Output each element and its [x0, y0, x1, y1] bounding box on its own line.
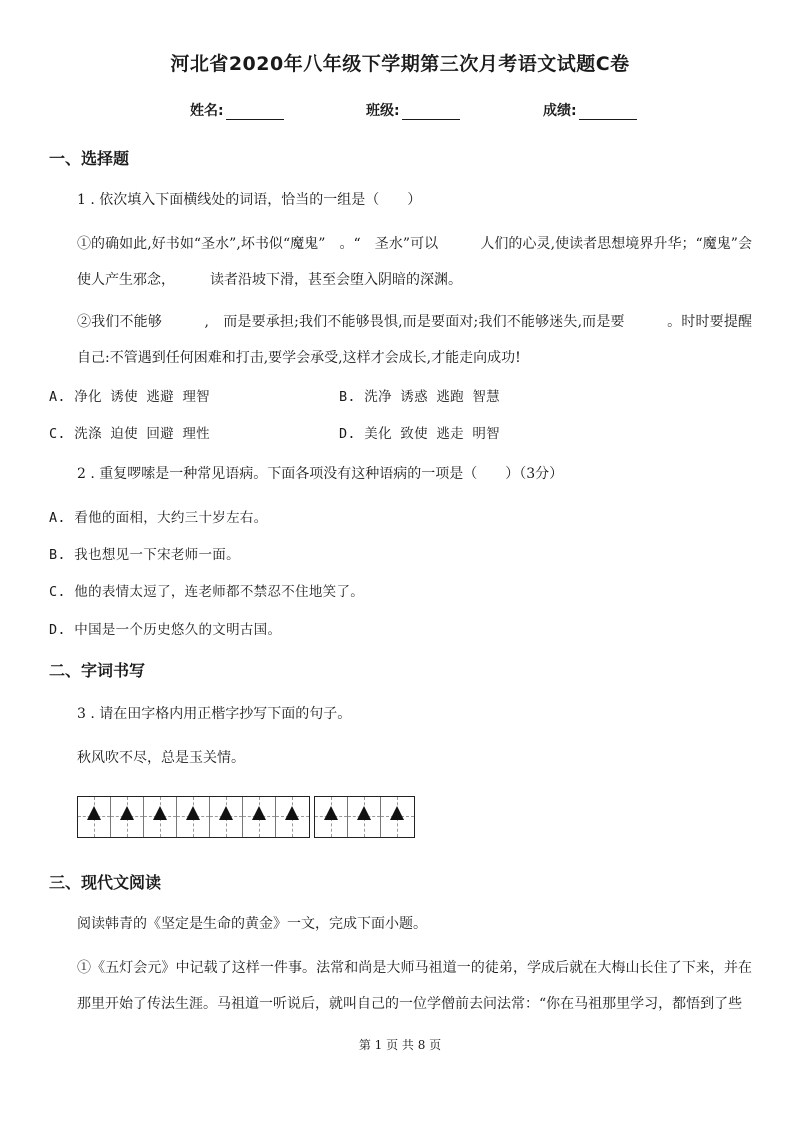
tianzige-cell[interactable] [348, 797, 381, 837]
name-field [190, 100, 284, 120]
q1-stem: 1 . 依次填入下面横线处的词语，恰当的一组是（ ） [77, 192, 422, 208]
page-footer: 第 1 页 共 8 页 [358, 1038, 442, 1052]
q2-stem: 2 . 重复啰嗦是一种常见语病。下面各项没有这种语病的一项是（ ）（3分） [77, 466, 564, 482]
tianzige-cell[interactable] [315, 797, 348, 837]
cell-marker-icon [120, 806, 134, 820]
q1-passage-2: ②我们不能够 , 而是要承担;我们不能够畏惧,而是要面对;我们不能够迷失,而是要 。时时要提醒自己:不管遇到任何困难和打击,要学会承受,这样才会成长,才能走向成功! [77, 314, 752, 366]
tianzige-grid [77, 796, 435, 838]
tianzige-cell[interactable] [243, 797, 276, 837]
tianzige-cell[interactable] [177, 797, 210, 837]
q2-option-d: D. 中国是一个历史悠久的文明古国。 [49, 622, 282, 638]
cell-marker-icon [252, 806, 266, 820]
section-heading-writing: 二、字词书写 [49, 661, 146, 680]
q3-sentence: 秋风吹不尽，总是玉关情。 [77, 750, 245, 766]
q1-option-a: A. 净化 诱使 逃避 理智 [49, 389, 210, 405]
q2-option-b: B. 我也想见一下宋老师一面。 [49, 547, 240, 563]
q1-passage-1: ①的确如此,好书如“圣水”,坏书似“魔鬼” 。“ 圣水”可以 人们的心灵,使读者思想境界升华；“魔鬼”会使人产生邪念， 读者沿坡下滑，甚至会堕入阴暗的深渊。 [77, 236, 752, 288]
score-field [543, 100, 637, 120]
q1-option-b: B. 洗净 诱惑 逃跑 智慧 [339, 389, 500, 405]
tianzige-cell[interactable] [78, 797, 111, 837]
score-label: 成绩: [543, 103, 577, 119]
class-field [366, 100, 460, 120]
reading-paragraph-1: ①《五灯会元》中记载了这样一件事。法常和尚是大师马祖道一的徒弟，学成后就在大梅山长住了下来，并在那里开始了传法生涯。马祖道一听说后，就叫自己的一位学僧前去问法常：“你在马祖那里学习，都悟到了些 [77, 960, 752, 1012]
q1-option-c: C. 洗涤 迫使 回避 理性 [49, 426, 210, 442]
tianzige-group-1 [77, 796, 310, 838]
cell-marker-icon [324, 806, 338, 820]
q3-stem: 3 . 请在田字格内用正楷字抄写下面的句子。 [77, 706, 352, 722]
cell-marker-icon [153, 806, 167, 820]
cell-marker-icon [87, 806, 101, 820]
page-title: 河北省2020年八年级下学期第三次月考语文试题C卷 [170, 53, 630, 75]
tianzige-cell[interactable] [210, 797, 243, 837]
reading-intro: 阅读韩青的《坚定是生命的黄金》一文，完成下面小题。 [77, 916, 427, 932]
cell-marker-icon [219, 806, 233, 820]
tianzige-group-2 [314, 796, 415, 838]
class-label: 班级: [366, 103, 400, 119]
class-blank [402, 105, 460, 120]
section-heading-choice: 一、选择题 [49, 149, 130, 168]
score-blank [579, 105, 637, 120]
name-label: 姓名: [190, 103, 224, 119]
cell-marker-icon [285, 806, 299, 820]
tianzige-cell[interactable] [111, 797, 144, 837]
cell-marker-icon [357, 806, 371, 820]
tianzige-cell[interactable] [381, 797, 414, 837]
cell-marker-icon [390, 806, 404, 820]
tianzige-cell[interactable] [276, 797, 309, 837]
name-blank [226, 105, 284, 120]
tianzige-cell[interactable] [144, 797, 177, 837]
q1-option-d: D. 美化 致使 逃走 明智 [339, 426, 500, 442]
q2-option-c: C. 他的表情太逗了，连老师都不禁忍不住地笑了。 [49, 584, 365, 600]
section-heading-reading: 三、现代文阅读 [49, 873, 162, 892]
q2-option-a: A. 看他的面相，大约三十岁左右。 [49, 510, 268, 526]
cell-marker-icon [186, 806, 200, 820]
